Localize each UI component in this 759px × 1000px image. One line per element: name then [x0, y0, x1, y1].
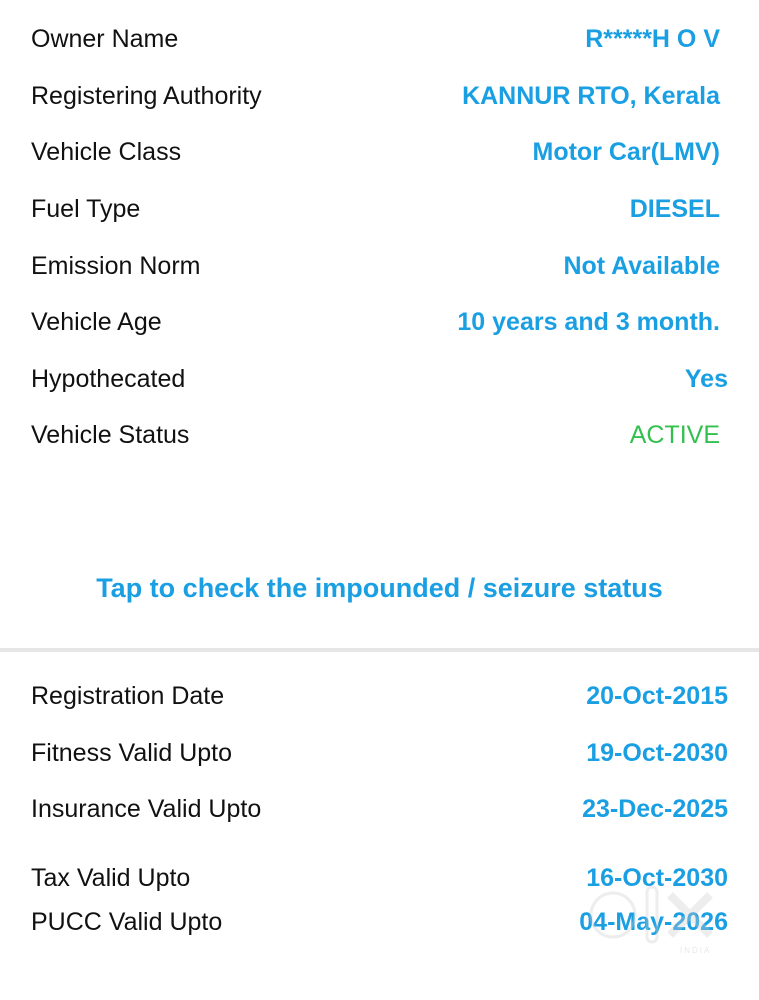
validity-value: 19-Oct-2030: [586, 739, 728, 767]
validity-row-fitness: [0, 733, 759, 773]
status-badge: ACTIVE: [629, 421, 720, 449]
detail-label: Emission Norm: [31, 252, 201, 280]
detail-label: Vehicle Age: [31, 308, 162, 336]
detail-value: Not Available: [563, 252, 720, 280]
detail-value: Yes: [684, 365, 728, 393]
detail-label: Registering Authority: [31, 82, 262, 110]
validity-label: PUCC Valid Upto: [31, 908, 223, 936]
validity-row-registration-date: [0, 676, 759, 716]
validity-value: 04-May-2026: [579, 908, 728, 936]
impound-status-link[interactable]: Tap to check the impounded / seizure status: [96, 573, 663, 603]
detail-row-registering-authority: [0, 76, 759, 116]
validity-row-insurance: [0, 789, 759, 829]
detail-value: DIESEL: [629, 195, 720, 223]
detail-row-vehicle-status: [0, 415, 759, 455]
validity-value: 23-Dec-2025: [582, 795, 728, 823]
detail-label: Hypothecated: [31, 365, 186, 393]
detail-row-owner-name: [0, 19, 759, 59]
detail-label: Vehicle Class: [31, 138, 182, 166]
section-divider: [0, 648, 759, 652]
svg-text:INDIA: INDIA: [680, 946, 712, 955]
detail-label: Fuel Type: [31, 195, 141, 223]
validity-label: Registration Date: [31, 682, 225, 710]
detail-value: 10 years and 3 month.: [457, 308, 720, 336]
validity-label: Fitness Valid Upto: [31, 739, 233, 767]
detail-row-vehicle-age: [0, 302, 759, 342]
detail-value: KANNUR RTO, Kerala: [462, 82, 720, 110]
detail-label: Owner Name: [31, 25, 179, 53]
detail-value: R*****H O V: [585, 25, 720, 53]
validity-value: 16-Oct-2030: [586, 864, 728, 892]
detail-row-fuel-type: [0, 189, 759, 229]
detail-row-hypothecated: [0, 359, 759, 399]
detail-value: Motor Car(LMV): [532, 138, 720, 166]
validity-label: Insurance Valid Upto: [31, 795, 262, 823]
detail-label: Vehicle Status: [31, 421, 190, 449]
olx-watermark-logo: [585, 885, 725, 955]
detail-row-vehicle-class: [0, 132, 759, 172]
validity-value: 20-Oct-2015: [586, 682, 728, 710]
validity-label: Tax Valid Upto: [31, 864, 191, 892]
detail-row-emission-norm: [0, 246, 759, 286]
